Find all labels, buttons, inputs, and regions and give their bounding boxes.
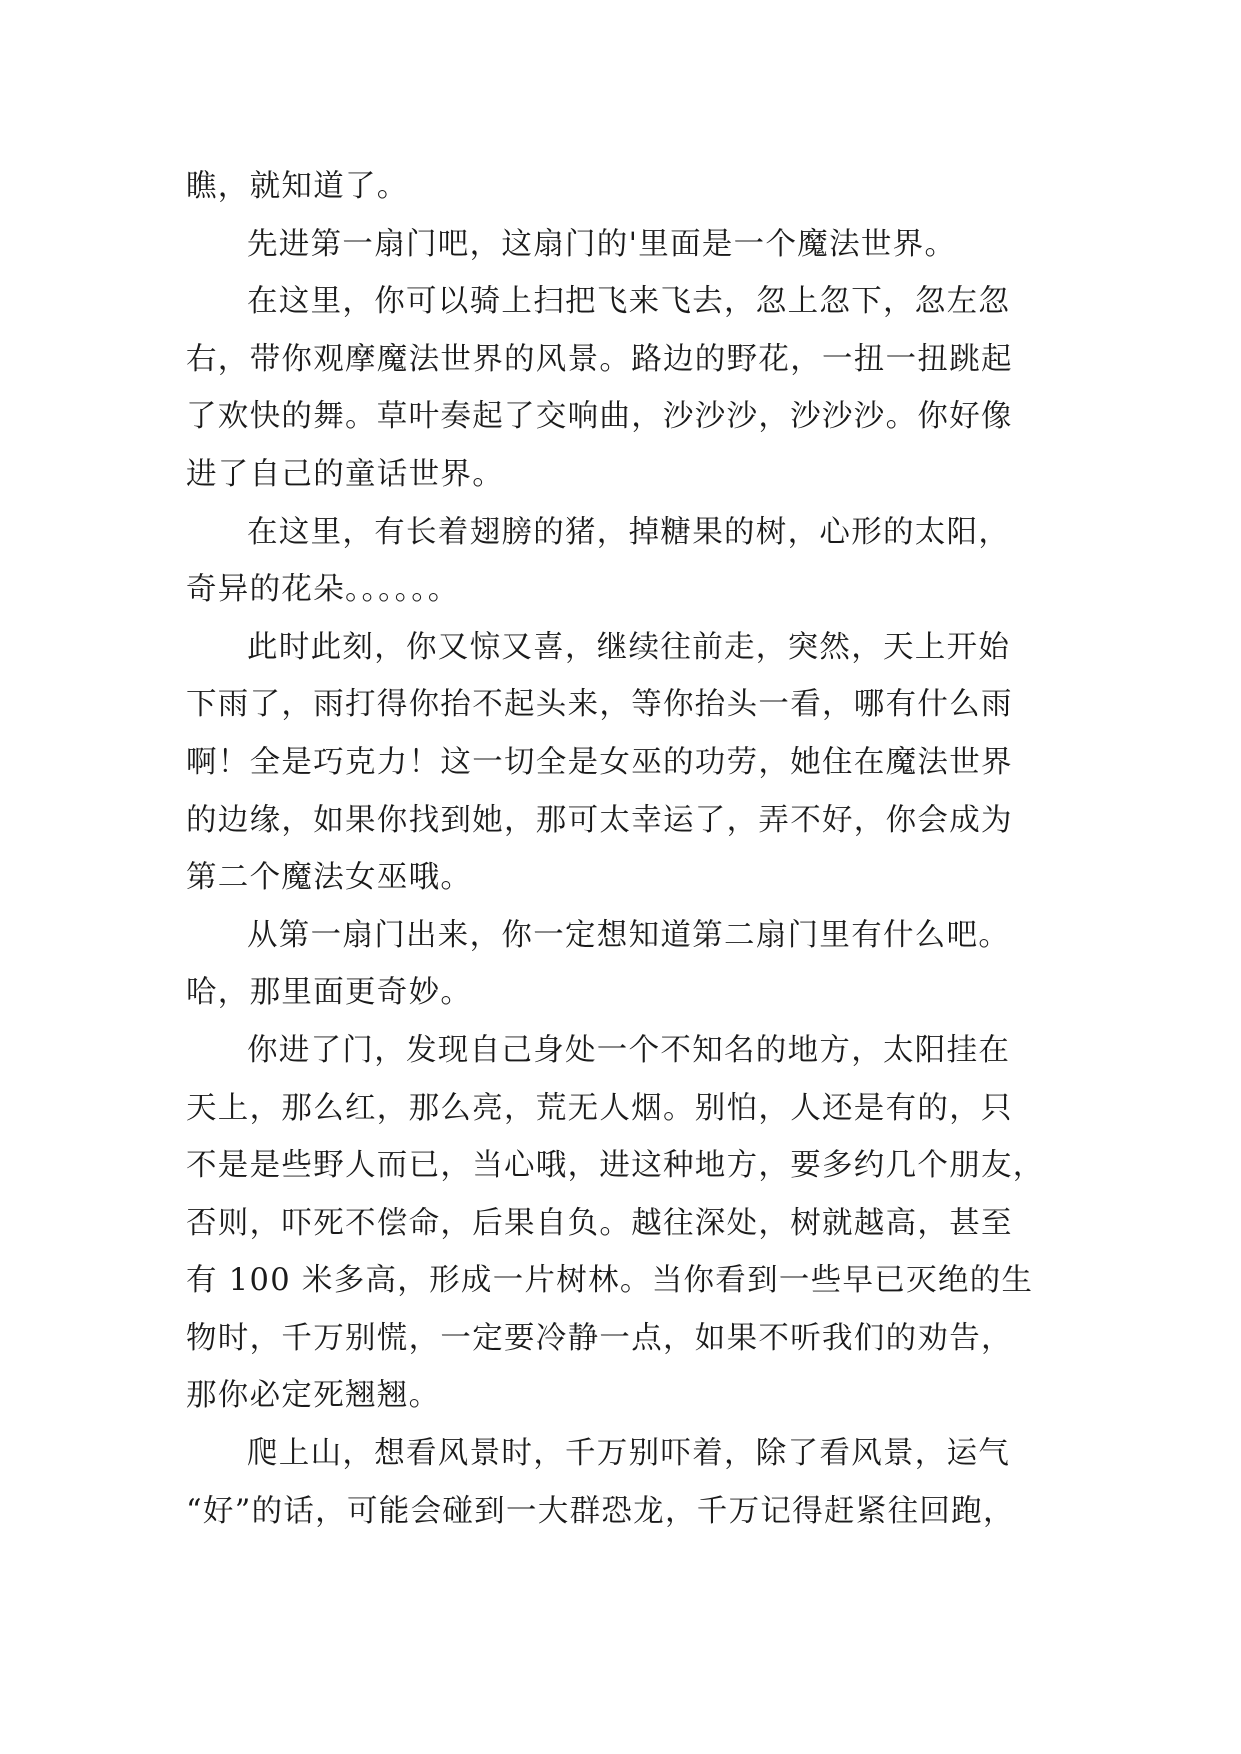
text-line: 先进第一扇门吧，这扇门的'里面是一个魔法世界。 [247,226,957,262]
text-line: 有 100 米多高，形成一片树林。当你看到一些早已灭绝的生 [186,1263,1034,1299]
text-line: 进了自己的童话世界。 [186,456,504,492]
text-line: 此时此刻，你又惊又喜，继续往前走，突然，天上开始 [247,629,1011,665]
paragraph-1 [186,158,1066,216]
text-line: 从第一扇门出来，你一定想知道第二扇门里有什么吧。 [247,917,1011,953]
text-line: 哈，那里面更奇妙。 [186,975,473,1011]
text-line: 下雨了，雨打得你抬不起头来，等你抬头一看，哪有什么雨 [186,687,1013,723]
text-line: 否则，吓死不偿命，后果自负。越往深处，树就越高，甚至 [186,1205,1013,1241]
text-line: 啊！全是巧克力！这一切全是女巫的功劳，她住在魔法世界 [186,744,1013,780]
text-line: 你进了门，发现自己身处一个不知名的地方，太阳挂在 [247,1032,1011,1068]
paragraph-3 [186,273,1066,503]
text-line: 奇异的花朵。。。。。。 [186,572,460,608]
paragraph-7 [186,1022,1066,1425]
text-line: 不是是些野人而已，当心哦，进这种地方，要多约几个朋友， [186,1148,1045,1184]
text-line: 了欢快的舞。草叶奏起了交响曲，沙沙沙，沙沙沙。你好像 [186,399,1013,435]
paragraph-8 [186,1425,1066,1540]
text-line: “好”的话，可能会碰到一大群恐龙，千万记得赶紧往回跑， [186,1493,1015,1529]
text-line: 那你必定死翘翘。 [186,1378,441,1414]
paragraph-4 [186,504,1066,619]
text-line: 物时，千万别慌，一定要冷静一点，如果不听我们的劝告， [186,1320,1013,1356]
text-line: 在这里，你可以骑上扫把飞来飞去，忽上忽下，忽左忽 [247,284,1011,320]
text-line: 天上，那么红，那么亮，荒无人烟。别怕，人还是有的，只 [186,1090,1013,1126]
paragraph-2 [186,216,1066,274]
text-line: 爬上山，想看风景时，千万别吓着，除了看风景，运气 [247,1436,1011,1472]
text-line: 在这里，有长着翅膀的猪，掉糖果的树，心形的太阳， [247,514,1011,550]
text-line: 第二个魔法女巫哦。 [186,860,473,896]
text-line: 的边缘，如果你找到她，那可太幸运了，弄不好，你会成为 [186,802,1013,838]
text-line: 瞧，就知道了。 [186,169,409,204]
paragraph-5 [186,619,1066,907]
text-line: 右，带你观摩魔法世界的风景。路边的野花，一扭一扭跳起 [186,341,1013,377]
paragraph-6 [186,907,1066,1022]
document-body [186,158,1066,1540]
